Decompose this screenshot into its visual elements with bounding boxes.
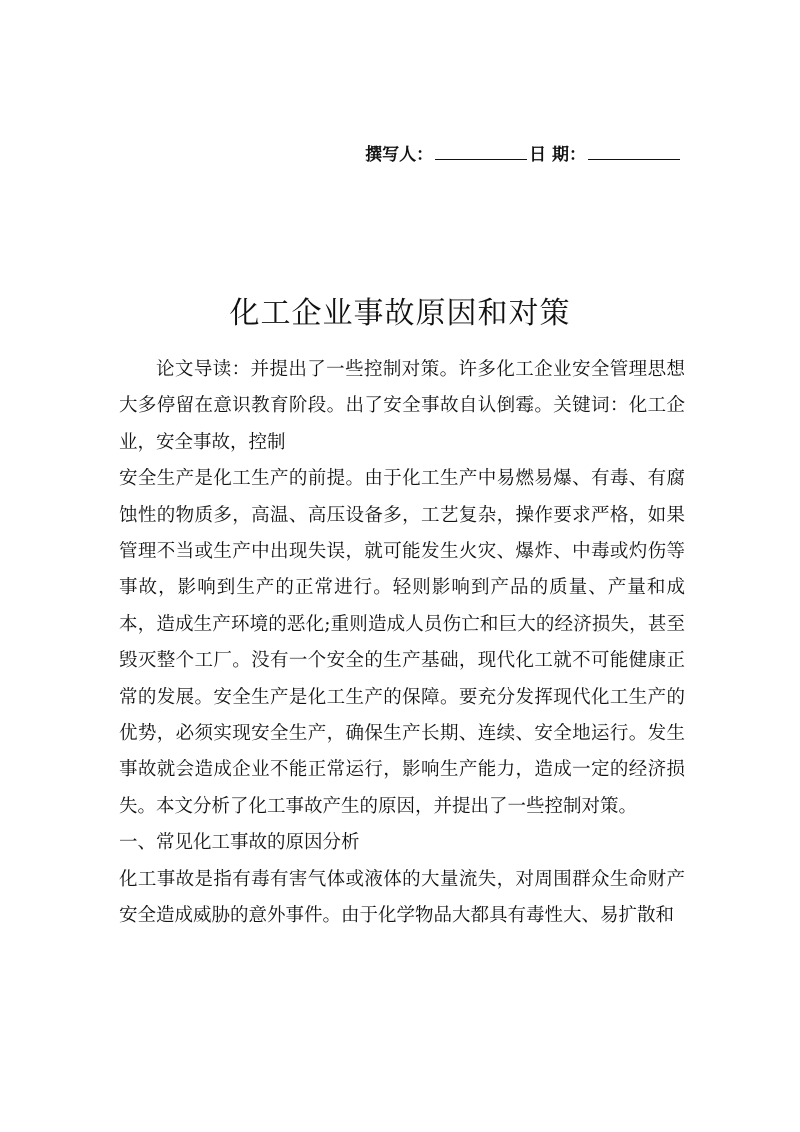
document-body [119, 352, 685, 935]
date-label: 日 期： [529, 145, 586, 165]
document-title: 化工企业事故原因和对策 [229, 296, 571, 331]
author-date-line [365, 140, 682, 165]
body-paragraph: 化工事故是指有毒有害气体或液体的大量流失，对周围群众生命财产安全造成威胁的意外事件。由于化学物品大都具有毒性大、易扩散和 [119, 868, 685, 927]
author-label: 撰写人： [365, 145, 434, 165]
date-blank [588, 145, 680, 160]
body-paragraph: 安全生产是化工生产的前提。由于化工生产中易燃易爆、有毒、有腐蚀性的物质多，高温、高压设备多，工艺复杂，操作要求严格，如果管理不当或生产中出现失误，就可能发生火灾、爆炸、中毒或灼伤等事故，影响到生产的正常进行。轻则影响到产品的质量、产量和成本，造成生产环境的恶化;重则造成人员伤亡和巨大的经济损失，甚至毁灭整个工厂。没有一个安全的生产基础，现代化工就不可能健康正常的发展。安全生产是化工生产的保障。要充分发挥现代化工生产的优势，必须实现安全生产，确保生产长期、连续、安全地运行。发生事故就会造成企业不能正常运行，影响生产能力，造成一定的经济损失。本文分析了化工事故产生的原因，并提出了一些控制对策。 [119, 468, 685, 817]
section-heading: 一、常见化工事故的原因分析 [119, 832, 360, 854]
author-blank [435, 145, 527, 160]
abstract-paragraph: 论文导读：并提出了一些控制对策。许多化工企业安全管理思想大多停留在意识教育阶段。出了安全事故自认倒霉。关键词：化工企业，安全事故，控制 [119, 359, 685, 453]
